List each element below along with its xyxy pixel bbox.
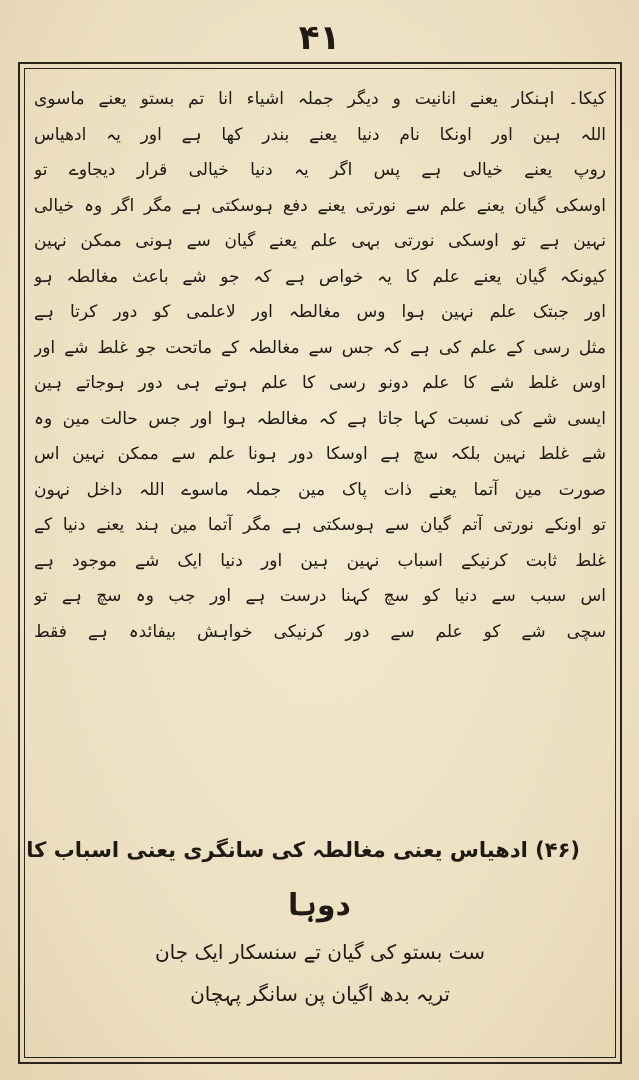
- text-line: اور جبتک علم نہین ہوا وس مغالطہ اور لاعلمی کو دور کرتا ہے: [34, 302, 606, 322]
- text-line: سچی شے کو علم سے دور کرنیکی خواہش بیفائدہ ہے فقط: [34, 621, 606, 642]
- page-number: ۴۱: [298, 18, 341, 58]
- body-text: [34, 82, 606, 650]
- section-heading: (۴۶) ادھیاس یعنی مغالطہ کی سانگری یعنی اسباب کا: [26, 838, 580, 862]
- doha-title: دوہا: [288, 888, 351, 923]
- text-line: کیکا۔ اہنکار یعنے انانیت و دیگر جملہ اشیاء انا تم بستو یعنے ماسوی: [34, 89, 606, 109]
- text-line: شے غلط نہین بلکہ سچ ہے اوسکا دور ہونا علم سے ممکن نہین اس: [34, 444, 606, 464]
- text-line: اس سبب سے دنیا کو سچ کہنا درست ہے اور جب وہ سچ ہے تو: [34, 586, 606, 606]
- text-line: صورت مین آتما یعنے ذات پاک مین جملہ ماسوے اللہ داخل نہون: [34, 479, 606, 500]
- text-line: روپ یعنے خیالی ہے پس اگر یہ دنیا خیالی قرار دیجاوے تو: [34, 160, 606, 180]
- text-line: ایسی شے کی نسبت کہا جاتا ہے کہ مغالطہ ہوا اور جس حالت مین وہ: [34, 408, 606, 429]
- text-line: غلط ثابت کرنیکے اسباب نہین ہین اور دنیا ایک شے موجود ہے: [34, 550, 606, 571]
- text-line: مثل رسی کے علم کی ہے کہ جس سے مغالطہ کے ماتحت جو غلط شے اور: [34, 337, 606, 358]
- verse-line: تریہ بدھ اگیان پن سانگر پہچان: [190, 982, 450, 1006]
- text-line: اوسکی گیان یعنے علم سے نورتی یعنے دفع ہوسکتی ہے مگر اگر وہ خیالی: [34, 195, 606, 216]
- verse-line: ست بستو کی گیان تے سنسکار ایک جان: [154, 940, 486, 964]
- text-line: تو اونکے نورتی آتم گیان سے ہوسکتی ہے مگر آتما مین ہند یعنے دنیا کے: [34, 515, 606, 535]
- text-line: اللہ ہین اور اونکا نام دنیا یعنے بندر کھا ہے اور یہ ادھیاس: [34, 124, 606, 145]
- text-line: اوس غلط شے کا علم دونو رسی کا علم ہوتے ہی دور ہوجاتے ہین: [34, 373, 606, 393]
- text-line: کیونکہ گیان یعنے علم کا یہ خواص ہے کہ جو شے باعث مغالطہ ہو: [34, 266, 606, 287]
- text-line: نہین ہے تو اوسکی نورتی بہی علم یعنے گیان سے ہونی ممکن نہین: [34, 231, 606, 251]
